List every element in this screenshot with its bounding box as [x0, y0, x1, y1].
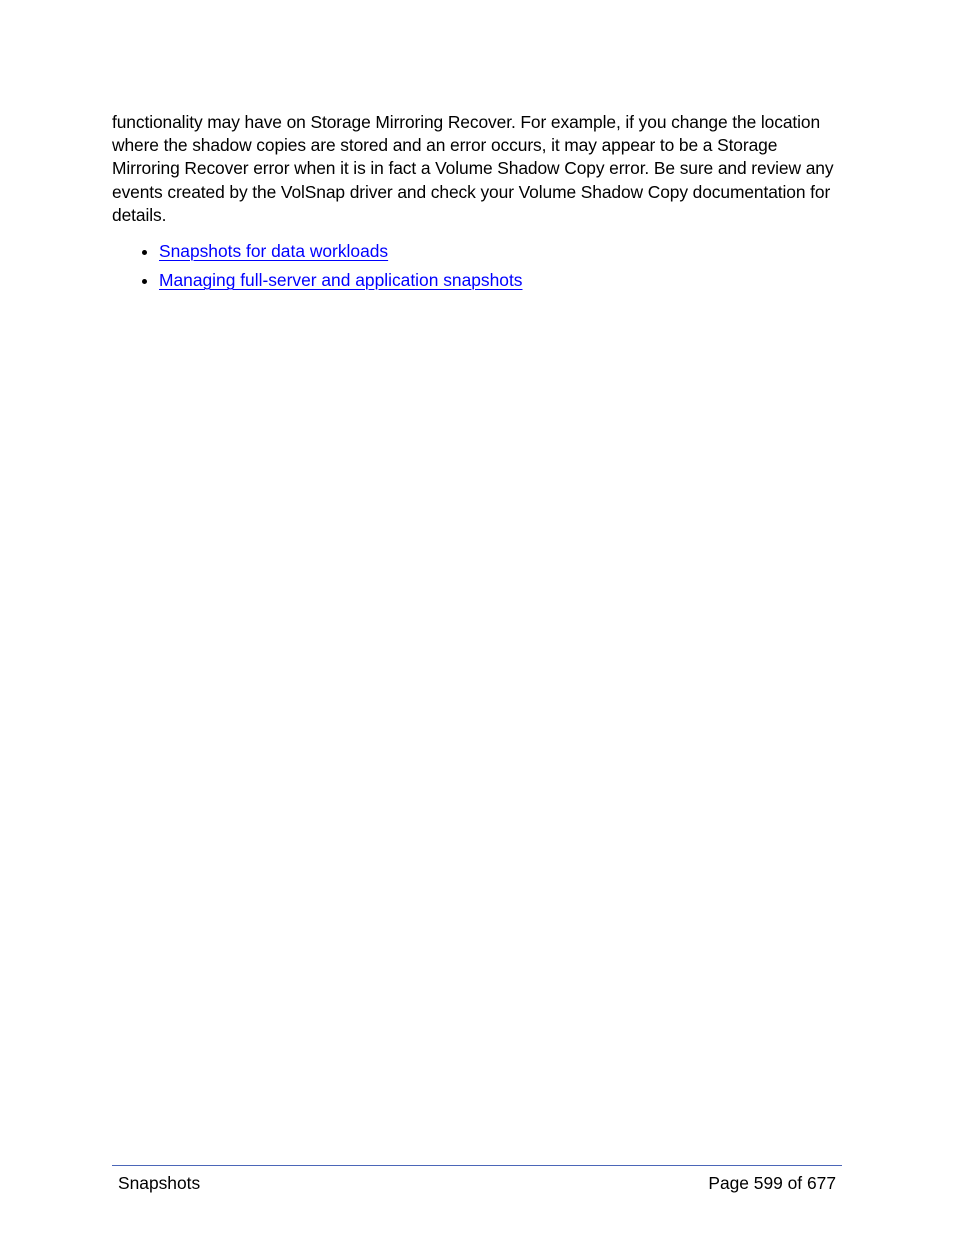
related-links-list [112, 237, 842, 295]
footer-divider [112, 1165, 842, 1166]
link-managing-full-server-snapshots[interactable]: Managing full-server and application snapshots [159, 270, 523, 291]
link-snapshots-data-workloads[interactable]: Snapshots for data workloads [159, 241, 389, 262]
footer-section-title: Snapshots [118, 1173, 201, 1193]
list-item [112, 237, 842, 266]
body-paragraph: functionality may have on Storage Mirroring Recover. For example, if you change the location where the shadow copies are stored and an error occurs, it may appear to be a Storage Mirroring Recover error when it is in fact a Volume Shadow Copy error. Be sure and review any events created by the VolSnap driver and check your Volume Shadow Copy documentation for details. [112, 112, 834, 225]
bullet-icon [142, 279, 147, 284]
bullet-icon [142, 250, 147, 255]
page-footer [118, 1171, 836, 1195]
list-item [112, 266, 842, 295]
page-content [112, 111, 842, 295]
footer-page-number: Page 599 of 677 [708, 1173, 836, 1193]
